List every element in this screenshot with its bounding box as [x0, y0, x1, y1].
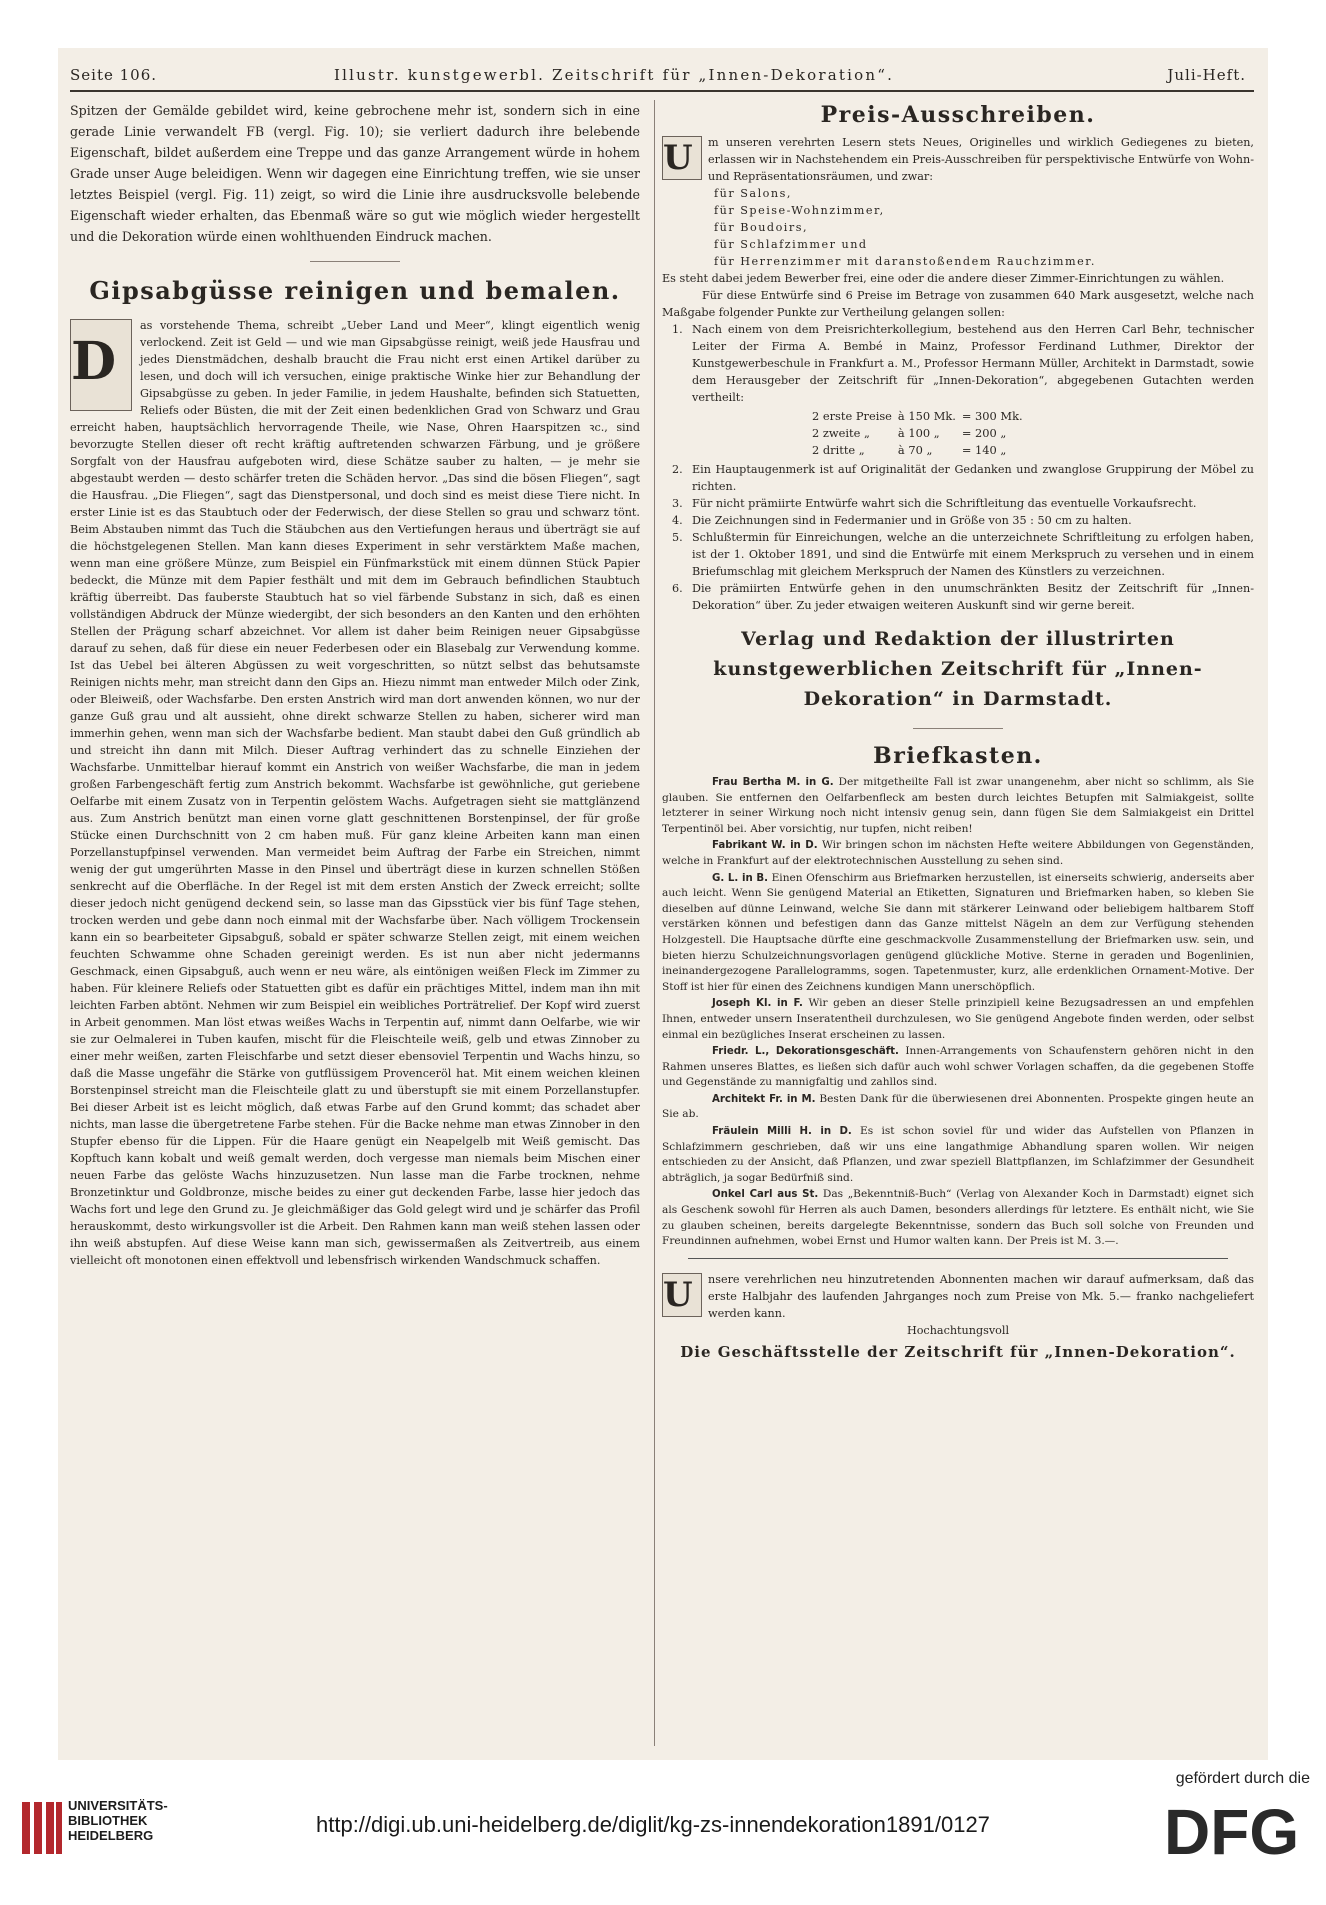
prize-label: 2 zweite „	[812, 426, 870, 440]
letter-entry	[662, 871, 1254, 996]
term-number: 1.	[672, 323, 683, 336]
contest-heading: Preis-Ausschreiben.	[820, 102, 1096, 128]
column-divider	[654, 100, 655, 1746]
letter-entry	[662, 775, 1254, 837]
left-column	[70, 100, 640, 1750]
prize-label: 2 dritte „	[812, 443, 865, 457]
letter-recipient: Fabrikant W. in D.	[712, 840, 818, 852]
issue-label: Juli-Heft.	[1167, 66, 1246, 84]
term-item	[662, 529, 1254, 580]
drop-cap: D	[70, 319, 132, 411]
article-heading: Gipsabgüsse reinigen und bemalen.	[89, 276, 621, 305]
contest-terms	[662, 321, 1254, 614]
notice-drop-cap: U	[662, 1273, 702, 1317]
page-number: Seite 106.	[70, 66, 158, 84]
section-separator	[310, 261, 400, 262]
prize-each: à 100 „	[897, 426, 940, 440]
notice-closing: Hochachtungsvoll	[906, 1323, 1010, 1337]
subscriber-notice	[662, 1271, 1254, 1361]
prize-total: = 200 „	[961, 426, 1007, 440]
notice-rule	[688, 1258, 1228, 1259]
term-item	[662, 321, 1254, 406]
term-item	[662, 461, 1254, 495]
digitization-footer	[0, 1760, 1326, 1905]
term-number: 6.	[672, 582, 683, 595]
library-emblem-icon	[20, 1798, 64, 1858]
prize-each: à 70 „	[897, 443, 933, 457]
source-url[interactable]: http://digi.ub.uni-heidelberg.de/diglit/kg-zs-innendekoration1891/0127	[316, 1812, 990, 1837]
prize-row	[812, 442, 1029, 459]
letters-section	[662, 775, 1254, 1250]
letter-recipient: Joseph Kl. in F.	[712, 998, 803, 1010]
prize-label: 2 erste Preise	[812, 409, 892, 423]
letter-entry	[662, 838, 1254, 869]
library-name: UNIVERSITÄTS- BIBLIOTHEK HEIDELBERG	[68, 1798, 168, 1843]
letter-text: Wir geben an dieser Stelle prinzipiell keine Bezugsadressen an und empfehlen Ihnen, entweder unsern Inseratentheil durchzulesen, wo Sie genügend Angebote finden werden, oder selbst einmal ein bezügliches Inserat erscheinen zu lassen.	[662, 997, 1254, 1041]
contest-paragraph: Es steht dabei jedem Bewerber frei, eine oder die andere dieser Zimmer-Einrichtungen zu wählen.	[662, 272, 1225, 285]
term-text: Ein Hauptaugenmerk ist auf Originalität der Gedanken und zwanglose Gruppirung der Möbel zu richten.	[692, 463, 1254, 493]
room-item: für Boudoirs,	[714, 221, 809, 234]
article-body	[70, 317, 640, 1269]
journal-title: Illustr. kunstgewerbl. Zeitschrift für „Innen-Dekoration“.	[334, 66, 895, 84]
term-text: Nach einem von dem Preisrichterkollegium, bestehend aus den Herren Carl Behr, technischer Leiter der Firma A. Bembé in Mainz, Professor Ferdinand Luthmer, Direktor der Kunstgewerbeschule in Frankfurt a. M., Professor Hermann Müller, Architekt in Darmstadt, sowie dem Herausgeber der Zeitschrift für „Innen-Dekoration“, abgegebenen Gutachten werden vertheilt:	[692, 323, 1254, 404]
term-number: 5.	[672, 531, 683, 544]
letter-text: Besten Dank für die überwiesenen drei Abonnenten. Prospekte gingen heute an Sie ab.	[662, 1092, 1254, 1121]
term-item	[662, 580, 1254, 614]
running-header	[70, 62, 1254, 92]
contest-intro	[662, 134, 1254, 185]
letter-entry	[662, 1092, 1254, 1123]
room-item: für Herrenzimmer mit daranstoßendem Rauchzimmer.	[714, 255, 1096, 268]
term-number: 4.	[672, 514, 683, 527]
letter-text: Wir bringen schon im nächsten Hefte weitere Abbildungen von Gegenständen, welche in Frankfurt auf der elektrotechnischen Ausstellung zu sehen sind.	[662, 839, 1254, 867]
term-text: Schlußtermin für Einreichungen, welche an die unterzeichnete Schriftleitung zu erfolgen haben, ist der 1. Oktober 1891, und sind die Entwürfe mit einem Merkspruch zu versehen und in einem Briefumschlag mit gleichem Merkspruch der Namen des Künstlers zu verzeichnen.	[692, 531, 1254, 578]
letter-recipient: Friedr. L., Dekorationsgeschäft.	[712, 1046, 899, 1058]
prize-table	[812, 408, 1029, 459]
term-text: Die prämiirten Entwürfe gehen in den unumschränkten Besitz der Zeitschrift für „Innen-Dekoration“ über. Zu jeder etwaigen weiteren Auskunft sind wir gerne bereit.	[692, 582, 1254, 612]
notice-text: nsere verehrlichen neu hinzutretenden Abonnenten machen wir darauf aufmerksam, daß das erste Halbjahr des laufenden Jahrganges noch zum Preise von Mk. 5.— franko nachgeliefert werden kann.	[708, 1272, 1254, 1320]
contest-paragraph: Für diese Entwürfe sind 6 Preise im Betrage von zusammen 640 Mark ausgesetzt, welche nach Maßgabe folgender Punkte zur Vertheilung gelangen sollen:	[662, 289, 1254, 319]
letter-recipient: Fräulein Milli H. in D.	[712, 1126, 852, 1138]
term-item	[662, 495, 1254, 512]
term-item	[662, 512, 1254, 529]
letter-entry	[662, 1124, 1254, 1186]
letter-entry	[662, 1044, 1254, 1091]
prize-row	[812, 408, 1029, 425]
contest-drop-cap: U	[662, 136, 702, 180]
letter-text: Innen-Arrangements von Schaufenstern gehören nicht in den Rahmen unseres Blattes, es ließen sich dafür auch wohl schwer Vorlagen schaffen, da die gegebenen Stoffe und Gegenstände zu mannigfaltig und zahllos sind.	[662, 1045, 1254, 1089]
prize-each: à 150 Mk.	[897, 409, 956, 423]
letter-entry	[662, 1187, 1254, 1249]
room-list	[662, 185, 1254, 270]
publisher-line: Verlag und Redaktion der illustrirten kunstgewerblichen Zeitschrift für „Innen-Dekoration“ in Darmstadt.	[713, 628, 1203, 710]
notice-signature: Die Geschäftsstelle der Zeitschrift für „Innen-Dekoration“.	[680, 1342, 1236, 1361]
term-text: Die Zeichnungen sind in Federmanier und in Größe von 35 : 50 cm zu halten.	[692, 514, 1132, 527]
notice-body	[662, 1271, 1254, 1322]
continuation-paragraph: Spitzen der Gemälde gebildet wird, keine gebrochene mehr ist, sondern sich in eine gerade Linie verwandelt FB (vergl. Fig. 10); sie verliert dadurch ihre belebende Eigenschaft, bildet außerdem eine Treppe und das ganze Arrangement würde in hohem Grade unser Auge beleidigen. Wenn wir dagegen eine Einrichtung treffen, wie sie unser letztes Beispiel (vergl. Fig. 11) zeigt, so wird die Linie ihre ausdrucksvolle belebende Eigenschaft wieder erhalten, das Ebenmaß wäre so gut wie möglich wieder hergestellt und die Dekoration würde einen wohlthuenden Eindruck machen.	[70, 103, 640, 244]
section-separator	[913, 728, 1003, 729]
room-item: für Schlafzimmer und	[714, 238, 868, 251]
funding-note: gefördert durch die	[1175, 1770, 1310, 1787]
dfg-logo-icon[interactable]	[1160, 1794, 1310, 1864]
term-number: 3.	[672, 497, 683, 510]
letter-text: Das „Bekenntniß-Buch“ (Verlag von Alexander Koch in Darmstadt) eignet sich als Geschenk sowohl für Herren als auch Damen, besonders allerdings für letztere. Es enthält nicht, wie Sie zu glauben scheinen, bereits dargelegte Bekenntnisse, sondern das Buch soll solche von Freunden und Freundinnen aufnehmen, wobei Ernst und Humor walten kann. Der Preis ist M. 3.—.	[662, 1188, 1254, 1248]
dfg-logo-text: DFG	[1164, 1796, 1300, 1864]
term-number: 2.	[672, 463, 683, 476]
letter-recipient: Onkel Carl aus St.	[712, 1189, 819, 1201]
article-text: as vorstehende Thema, schreibt „Ueber Land und Meer“, klingt eigentlich wenig verlockend. Zeit ist Geld — und wie man Gipsabgüsse reinigt, weiß jede Hausfrau und jedes Dienstmädchen, deshalb braucht die Frau nicht erst einen Artikel darüber zu lesen, und doch will ich versuchen, einige praktische Winke hier zur Behandlung der Gipsabgüsse zu geben. In jeder Familie, in jedem Haushalte, befinden sich Statuetten, Reliefs oder Büsten, die mit der Zeit einen bedenklichen Grad von Schwarz und Grau erreicht haben, hauptsächlich hervorragende Theile, wie Nase, Ohren Haarspitzen ꝛc., sind bevorzugte Stellen dieser oft recht kräftig auftretenden schwarzen Färbung, und je größere Sorgfalt von der Hausfrau aufgeboten wird, diese Schätze sauber zu halten, — je mehr sie abgestaubt werden — desto schärfer treten die Schäden hervor. „Das sind die bösen Fliegen“, sagt die Hausfrau. „Die Fliegen“, sagt das Dienstpersonal, und doch sind es meist diese Tiere nicht. In erster Linie ist es das Staubtuch oder der Federwisch, der diese Stellen so grau und schwarz tönt. Beim Abstauben nimmt das Tuch die Stäubchen aus den Vertiefungen heraus und überträgt sie auf die höchstgelegenen Stellen. Man kann dieses Experiment in sehr verstärktem Maße machen, wenn man eine größere Münze, zum Beispiel ein Fünfmarkstück mit einem dünnen Stück Papier bedeckt, die Münze mit dem Papier festhält und mit dem im Gebrauch befindlichen Staubtuch kräftig überreibt. Das fauberste Staubtuch hat so viel färbende Substanz in sich, daß es einen vollständigen Abdruck der Münze wiedergibt, der sich besonders an den Kanten und den erhöhten Stellen der Prägung scharf abzeichnet. Vor allem ist daher beim Reinigen neuer Gipsabgüsse darauf zu sehen, daß für diese ein neuer Federbesen oder ein Blasebalg zur Verwendung komme. Ist das Uebel bei älteren Abgüssen zu weit vorgeschritten, so nützt selbst das behutsamste Reinigen nichts mehr, man streicht dann den Gips an. Hiezu nimmt man entweder Milch oder Zink, oder Bleiweiß, oder Wachsfarbe. Den ersten Anstrich wird man dort anwenden können, wo nur der ganze Guß grau und alt aussieht, ohne direkt schwarze Stellen zu haben, sicherer wird man immerhin gehen, wenn man sich der Wachsfarbe bedient. Man staubt dabei den Guß gründlich ab und streicht ihn dann mit Milch. Dieser Auftrag verhindert das zu schnelle Einziehen der Wachsfarbe. Unmittelbar hierauf kommt ein Anstrich von weißer Wachsfarbe, die man in jedem großen Farbengeschäft fertig zum Anstrich bekommt. Wachsfarbe ist gewöhnliche, gut geriebene Oelfarbe mit einem Zusatz von in Terpentin gelöstem Wachs. Aufgetragen sieht sie mattglänzend aus. Zum Anstrich benützt man einen vorne glatt geschnittenen Borstenpinsel, der für große Stücke einen Durchschnitt von 2 cm haben muß. Für ganz kleine Arbeiten kann man einen Porzellanstupfpinsel verwenden. Man vermeidet beim Auftrag der Farbe ein Streichen, nimmt wenig der gut umgerührten Masse in den Pinsel und überträgt diese in kurzen schnellen Stößen senkrecht auf die Oberfläche. In der Regel ist mit dem ersten Anstich der Zweck erreicht; sollte dieser jedoch nicht genügend deckend sein, so lasse man das Gipsstück vier bis fünf Tage stehen, trocken werden und gebe dann noch einmal mit der Wachsfarbe über. Nach völligem Trockensein kann ein so bearbeiteter Gipsabguß, sobald er später schwarze Stellen zeigt, mit einem weichen feuchten Schwamme ohne Schaden gereinigt werden. Es ist nun aber nicht jedermanns Geschmack, einen Gipsabguß, auch wenn er neu wäre, als eintönigen weißen Fleck im Zimmer zu haben. Für kleinere Reliefs oder Statuetten gibt es dafür ein prächtiges Mittel, indem man ihn mit leichten Farben abtönt. Nehmen wir zum Beispiel ein weibliches Porträtrelief. Der Kopf wird zuerst in Arbeit genommen. Man löst etwas weißes Wachs in Terpentin auf, nimmt dann Oelfarbe, wie wir sie zur Oelmalerei in Tuben kaufen, mischt für die Fleischteile weiß, gelb und etwas Zinnober zu einer mehr weißen, zarten Fleischfarbe und setzt dieser ebensoviel Terpentin und Wachs hinzu, so daß die Masse ungefähr die Stärke von gutflüssigem Provenceröl hat. Mit einem weichen kleinen Borstenpinsel streicht man die Fleischteile glatt zu und überstupft sie mit einem Porzellanstupfer. Bei dieser Arbeit ist es leicht möglich, daß etwas Farbe auf den Grund kommt; das schadet aber nichts, man lasse die übergetretene Farbe stehen. Für die Backe nehme man etwas Zinnober in den Stupfer ebenso für die Lippen. Für die Haare genügt ein Neapelgelb mit Weiß gemischt. Das Kopftuch kann kobalt und weiß gemalt werden, doch vergesse man niemals beim Mischen einer neuen Farbe das gelöste Wachs hinzuzusetzen. Nun lasse man die Farbe trocknen, nehme Bronzetinktur und Goldbronze, mische beides zu einer gut deckenden Farbe, lasse hier jedoch das Wachs fort und lege den Grund zu. Je gleichmäßiger das Gold gelegt wird und je schärfer das Profil herauskommt, desto wirkungsvoller ist die Arbeit. Den Rahmen kann man weiß stehen lassen oder ihn weiß abstupfen. Auf diese Weise kann man sich, gewissermaßen als Zeitvertreib, aus einem vielleicht oft monotonen einen effektvoll und lebensfrisch wirkenden Wandschmuck schaffen.	[70, 319, 640, 1267]
letter-recipient: Frau Bertha M. in G.	[712, 777, 834, 788]
letter-text: Einen Ofenschirm aus Briefmarken herzustellen, ist einerseits schwierig, anderseits aber auch leicht. Wenn Sie genügend Material an Etiketten, Signaturen und Briefmarken haben, so kleben Sie dieselben auf dünne Leinwand, welche Sie dann mit stärkerer Leinwand oder beliebigem haltbarem Stoff verstärken können und befestigen dann das Ganze mittelst Nägeln an dem zur Verfügung stehenden Holzgestell. Die Hauptsache dürfte eine geschmackvolle Zusammenstellung der Briefmarken usw. sein, und bieten hierzu Schulzeichnungsvorlagen genügend glückliche Motive. Sterne in geraden und Bogenlinien, ineinandergezogene Parallelogramms, sogen. Tapetenmuster, kurz, alle erdenklichen Ornament-Motive. Der Stoff ist hier für einen des Zeichnens kundigen Mann unerschöpflich.	[662, 871, 1254, 993]
letters-heading: Briefkasten.	[873, 743, 1043, 769]
prize-total: = 140 „	[961, 443, 1007, 457]
library-logo[interactable]	[20, 1790, 168, 1870]
letter-recipient: Architekt Fr. in M.	[712, 1093, 816, 1105]
letter-recipient: G. L. in B.	[712, 872, 769, 884]
room-item: für Speise-Wohnzimmer,	[714, 204, 885, 217]
letter-text: Es ist schon soviel für und wider das Aufstellen von Pflanzen in Schlafzimmern geschrieben, daß wir uns eine langathmige Abhandlung sparen wollen. Wir neigen entschieden zu der Ansicht, daß Pflanzen, und zwar speziell Blattpflanzen, im Schlafzimmer der Gesundheit abträglich, ja sogar Bedürfniß sind.	[662, 1125, 1254, 1184]
prize-row	[812, 425, 1029, 442]
letter-entry	[662, 996, 1254, 1043]
header-rule	[70, 90, 1254, 92]
right-column	[662, 100, 1254, 1750]
room-item: für Salons,	[714, 187, 792, 200]
contest-intro-text: m unseren verehrten Lesern stets Neues, Originelles und wirklich Gediegenes zu bieten, erlassen wir in Nachstehendem ein Preis-Ausschreiben für perspektivische Entwürfe von Wohn- und Repräsentationsräumen, und zwar:	[708, 136, 1254, 183]
term-text: Für nicht prämiirte Entwürfe wahrt sich die Schriftleitung das eventuelle Vorkaufsrecht.	[692, 497, 1197, 510]
letter-text: Der mitgetheilte Fall ist zwar unangenehm, aber nicht so schlimm, als Sie glauben. Sie entfernen den Oelfarbenfleck am besten durch leichtes Betupfen mit Salmiakgeist, sollte letzterer in seiner Wirkung noch nicht intensiv genug sein, dann fügen Sie dem Salmiakgeist ein Drittel Terpentinöl bei. Aber vorsichtig, nur tupfen, nicht reiben!	[662, 776, 1254, 835]
prize-total: = 300 Mk.	[961, 409, 1023, 423]
